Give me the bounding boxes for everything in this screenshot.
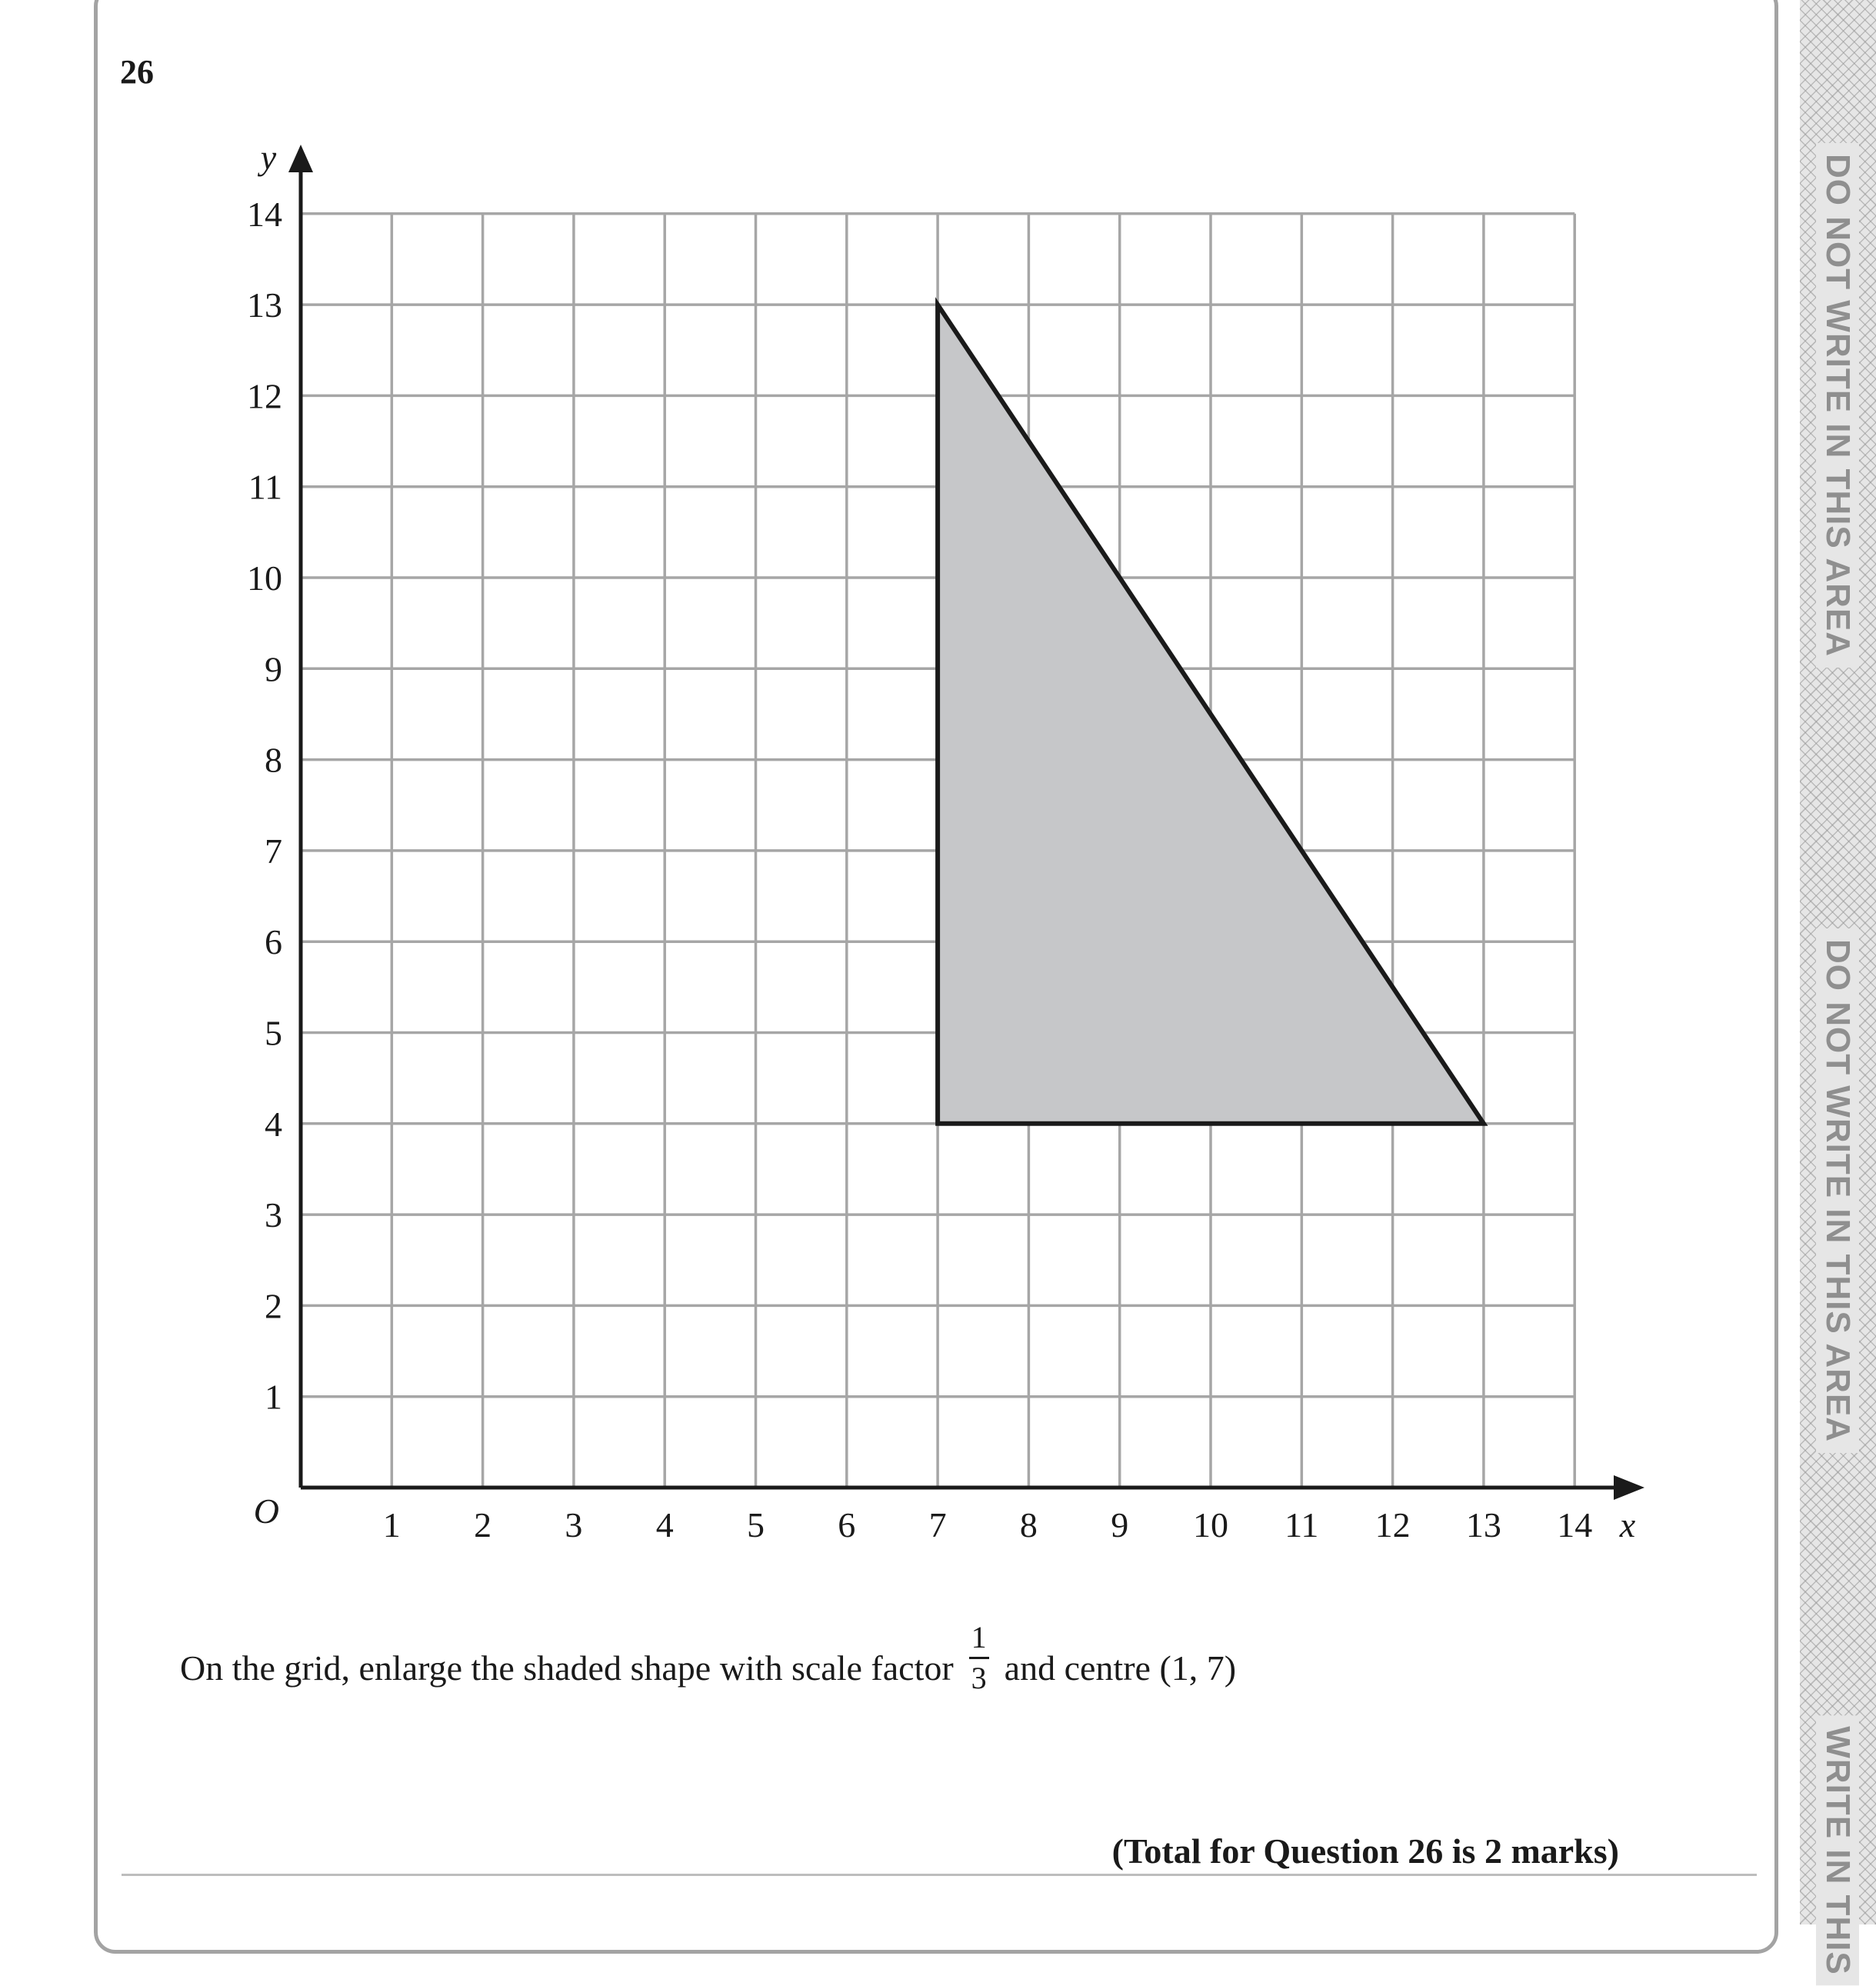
y-tick-label: 5: [265, 1013, 282, 1053]
instruction-text: [180, 1620, 1237, 1704]
x-tick-label: 2: [474, 1505, 492, 1544]
instruction-text-before: On the grid, enlarge the shaded shape with scale factor: [180, 1648, 954, 1688]
y-tick-label: 10: [247, 558, 282, 598]
y-axis-label: y: [260, 138, 277, 177]
x-tick-label: 1: [382, 1505, 401, 1544]
x-tick-label: 9: [1111, 1505, 1129, 1544]
question-total-marks: (Total for Question 26 is 2 marks): [1111, 1831, 1619, 1871]
y-tick-label: 12: [247, 376, 282, 416]
x-tick-label: 8: [1019, 1505, 1038, 1544]
y-tick-label: 6: [265, 922, 282, 962]
bottom-divider: [122, 1874, 1757, 1876]
fraction-bar: [969, 1657, 989, 1659]
x-tick-label: 12: [1375, 1505, 1411, 1544]
instruction-text-after: and centre (1, 7): [1004, 1648, 1237, 1688]
question-number: 26: [120, 53, 154, 91]
margin-warning-label: WRITE IN THIS: [1816, 1715, 1859, 1985]
fraction-denominator: 3: [971, 1661, 987, 1694]
y-tick-label: 3: [265, 1195, 282, 1235]
x-axis-arrowhead: [1614, 1475, 1644, 1500]
x-tick-label: 11: [1285, 1505, 1319, 1544]
margin-warning-label: DO NOT WRITE IN THIS AREA: [1816, 928, 1859, 1453]
y-tick-label: 13: [247, 285, 282, 325]
y-tick-label: 2: [265, 1286, 282, 1326]
x-tick-label: 4: [655, 1505, 674, 1544]
x-tick-label: 10: [1193, 1505, 1228, 1544]
x-tick-label: 5: [747, 1505, 765, 1544]
x-tick-label: 6: [838, 1505, 856, 1544]
x-axis-label: x: [1619, 1505, 1636, 1544]
y-tick-label: 4: [265, 1104, 282, 1144]
y-tick-label: 11: [248, 467, 282, 507]
scale-factor-fraction: [969, 1620, 989, 1694]
y-tick-label: 14: [247, 194, 282, 234]
margin-warning-label: DO NOT WRITE IN THIS AREA: [1816, 143, 1859, 668]
y-tick-label: 1: [265, 1377, 282, 1417]
fraction-numerator: 1: [971, 1620, 987, 1654]
x-tick-label: 7: [928, 1505, 947, 1544]
y-tick-label: 8: [265, 740, 282, 780]
x-tick-label: 14: [1557, 1505, 1593, 1544]
x-tick-label: 13: [1465, 1505, 1501, 1544]
origin-label: O: [253, 1491, 279, 1531]
y-tick-label: 7: [265, 831, 282, 871]
y-axis-arrowhead: [288, 145, 313, 172]
x-tick-label: 3: [565, 1505, 583, 1544]
y-tick-label: 9: [265, 649, 282, 689]
